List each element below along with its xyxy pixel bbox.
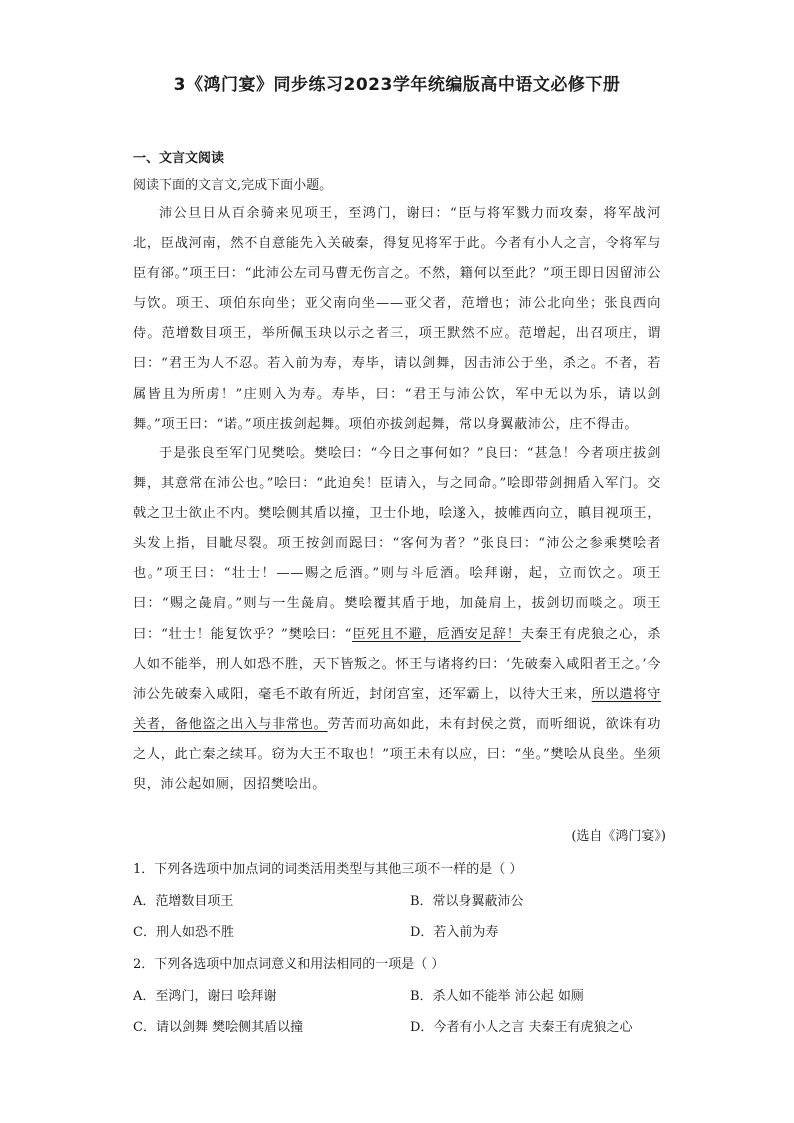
passage-paragraph-2 [133,439,661,800]
question-2-stem: 2．下列各选项中加点词意义和用法相同的一项是（ ） [133,957,445,972]
underlined-sentence-2: 所以遣将守关者，备他盗之出入与非常也。 [133,686,662,732]
passage-text: 于是张良至军门见樊哙。樊哙曰：“今日之事何如？”良曰：“甚急！今者项庄拔剑舞，其意常在沛公也。”哙曰：“此迫矣！臣请入，与之同命。”哙即带剑拥盾入军门。交戟之卫士欲止不内。樊哙侧其盾以撞，卫士仆地，哙遂入，披帷西向立，瞋目视项王，头发上指，目眦尽裂。项王按剑而跽曰：“客何为者？”张良曰：“沛公之参乘樊哙者也。”项王曰：“壮士！——赐之卮酒。”则与斗卮酒。哙拜谢，起，立而饮之。项王曰：“赐之彘肩。”则与一生彘肩。樊哙覆其盾于地，加彘肩上，拔剑切而啖之。项王曰：“壮士！能复饮乎？”樊哙曰：“ [133,446,661,642]
question-1-stem: 1．下列各选项中加点词的词类活用类型与其他三项不一样的是（ ） [133,862,523,877]
question-1-option-b: B．常以身翼蔽沛公 [410,894,524,909]
question-2-option-d: D．今者有小人之言 夫秦王有虎狼之心 [410,1020,633,1035]
question-1-option-d: D．若入前为寿 [410,925,499,940]
passage-text: 夫秦王有虎狼之心，杀人如不能举，刑人如恐不胜，天下皆叛之。怀王与诸将约曰：‘先破秦入咸阳者王之。’今沛公先破秦入咸阳，毫毛不敢有所近，封闭宫室，还军霸上，以待大王来， [133,626,662,702]
source-citation: (选自《鸿门宴》) [571,829,666,844]
passage-paragraph-1: 沛公旦日从百余骑来见项王，至鸿门，谢曰：“臣与将军戮力而攻秦，将军战河北，臣战河南，然不自意能先入关破秦，得复见将军于此。今者有小人之言，令将军与臣有郤。”项王曰：“此沛公左司马曹无伤言之。不然，籍何以至此？”项王即日因留沛公与饮。项王、项伯东向坐；亚父南向坐——亚父者，范增也；沛公北向坐；张良西向侍。范增数目项王，举所佩玉玦以示之者三，项王默然不应。范增起，出召项庄，谓曰：“君王为人不忍。若入前为寿，寿毕，请以剑舞，因击沛公于坐，杀之。不者，若属皆且为所虏！”庄则入为寿。寿毕，曰：“君王与沛公饮，军中无以为乐，请以剑舞。”项王曰：“诺。”项庄拔剑起舞。项伯亦拔剑起舞，常以身翼蔽沛公，庄不得击。 [133,206,661,432]
question-1-option-a: A．范增数目项王 [133,894,234,909]
reading-instruction: 阅读下面的文言文,完成下面小题。 [133,178,333,193]
document-title: 3《鸿门宴》同步练习2023学年统编版高中语文必修下册 [173,75,621,95]
section-heading: 一、文言文阅读 [133,151,225,166]
underlined-sentence-1: 臣死且不避，卮酒安足辞！ [352,626,521,642]
question-2-option-b: B．杀人如不能举 沛公起 如厕 [410,989,584,1004]
question-1-option-c: C．刑人如恐不胜 [133,925,234,940]
question-2-option-a: A．至鸿门，谢曰 哙拜谢 [133,989,277,1004]
passage-text: 劳苦而功高如此，未有封侯之赏，而听细说，欲诛有功之人，此亡秦之续耳。窃为大王不取也！”项王未有以应，曰：“坐。”樊哙从良坐。坐须臾，沛公起如厕，因招樊哙出。 [133,716,661,793]
question-2-option-c: C．请以剑舞 樊哙侧其盾以撞 [133,1020,304,1035]
